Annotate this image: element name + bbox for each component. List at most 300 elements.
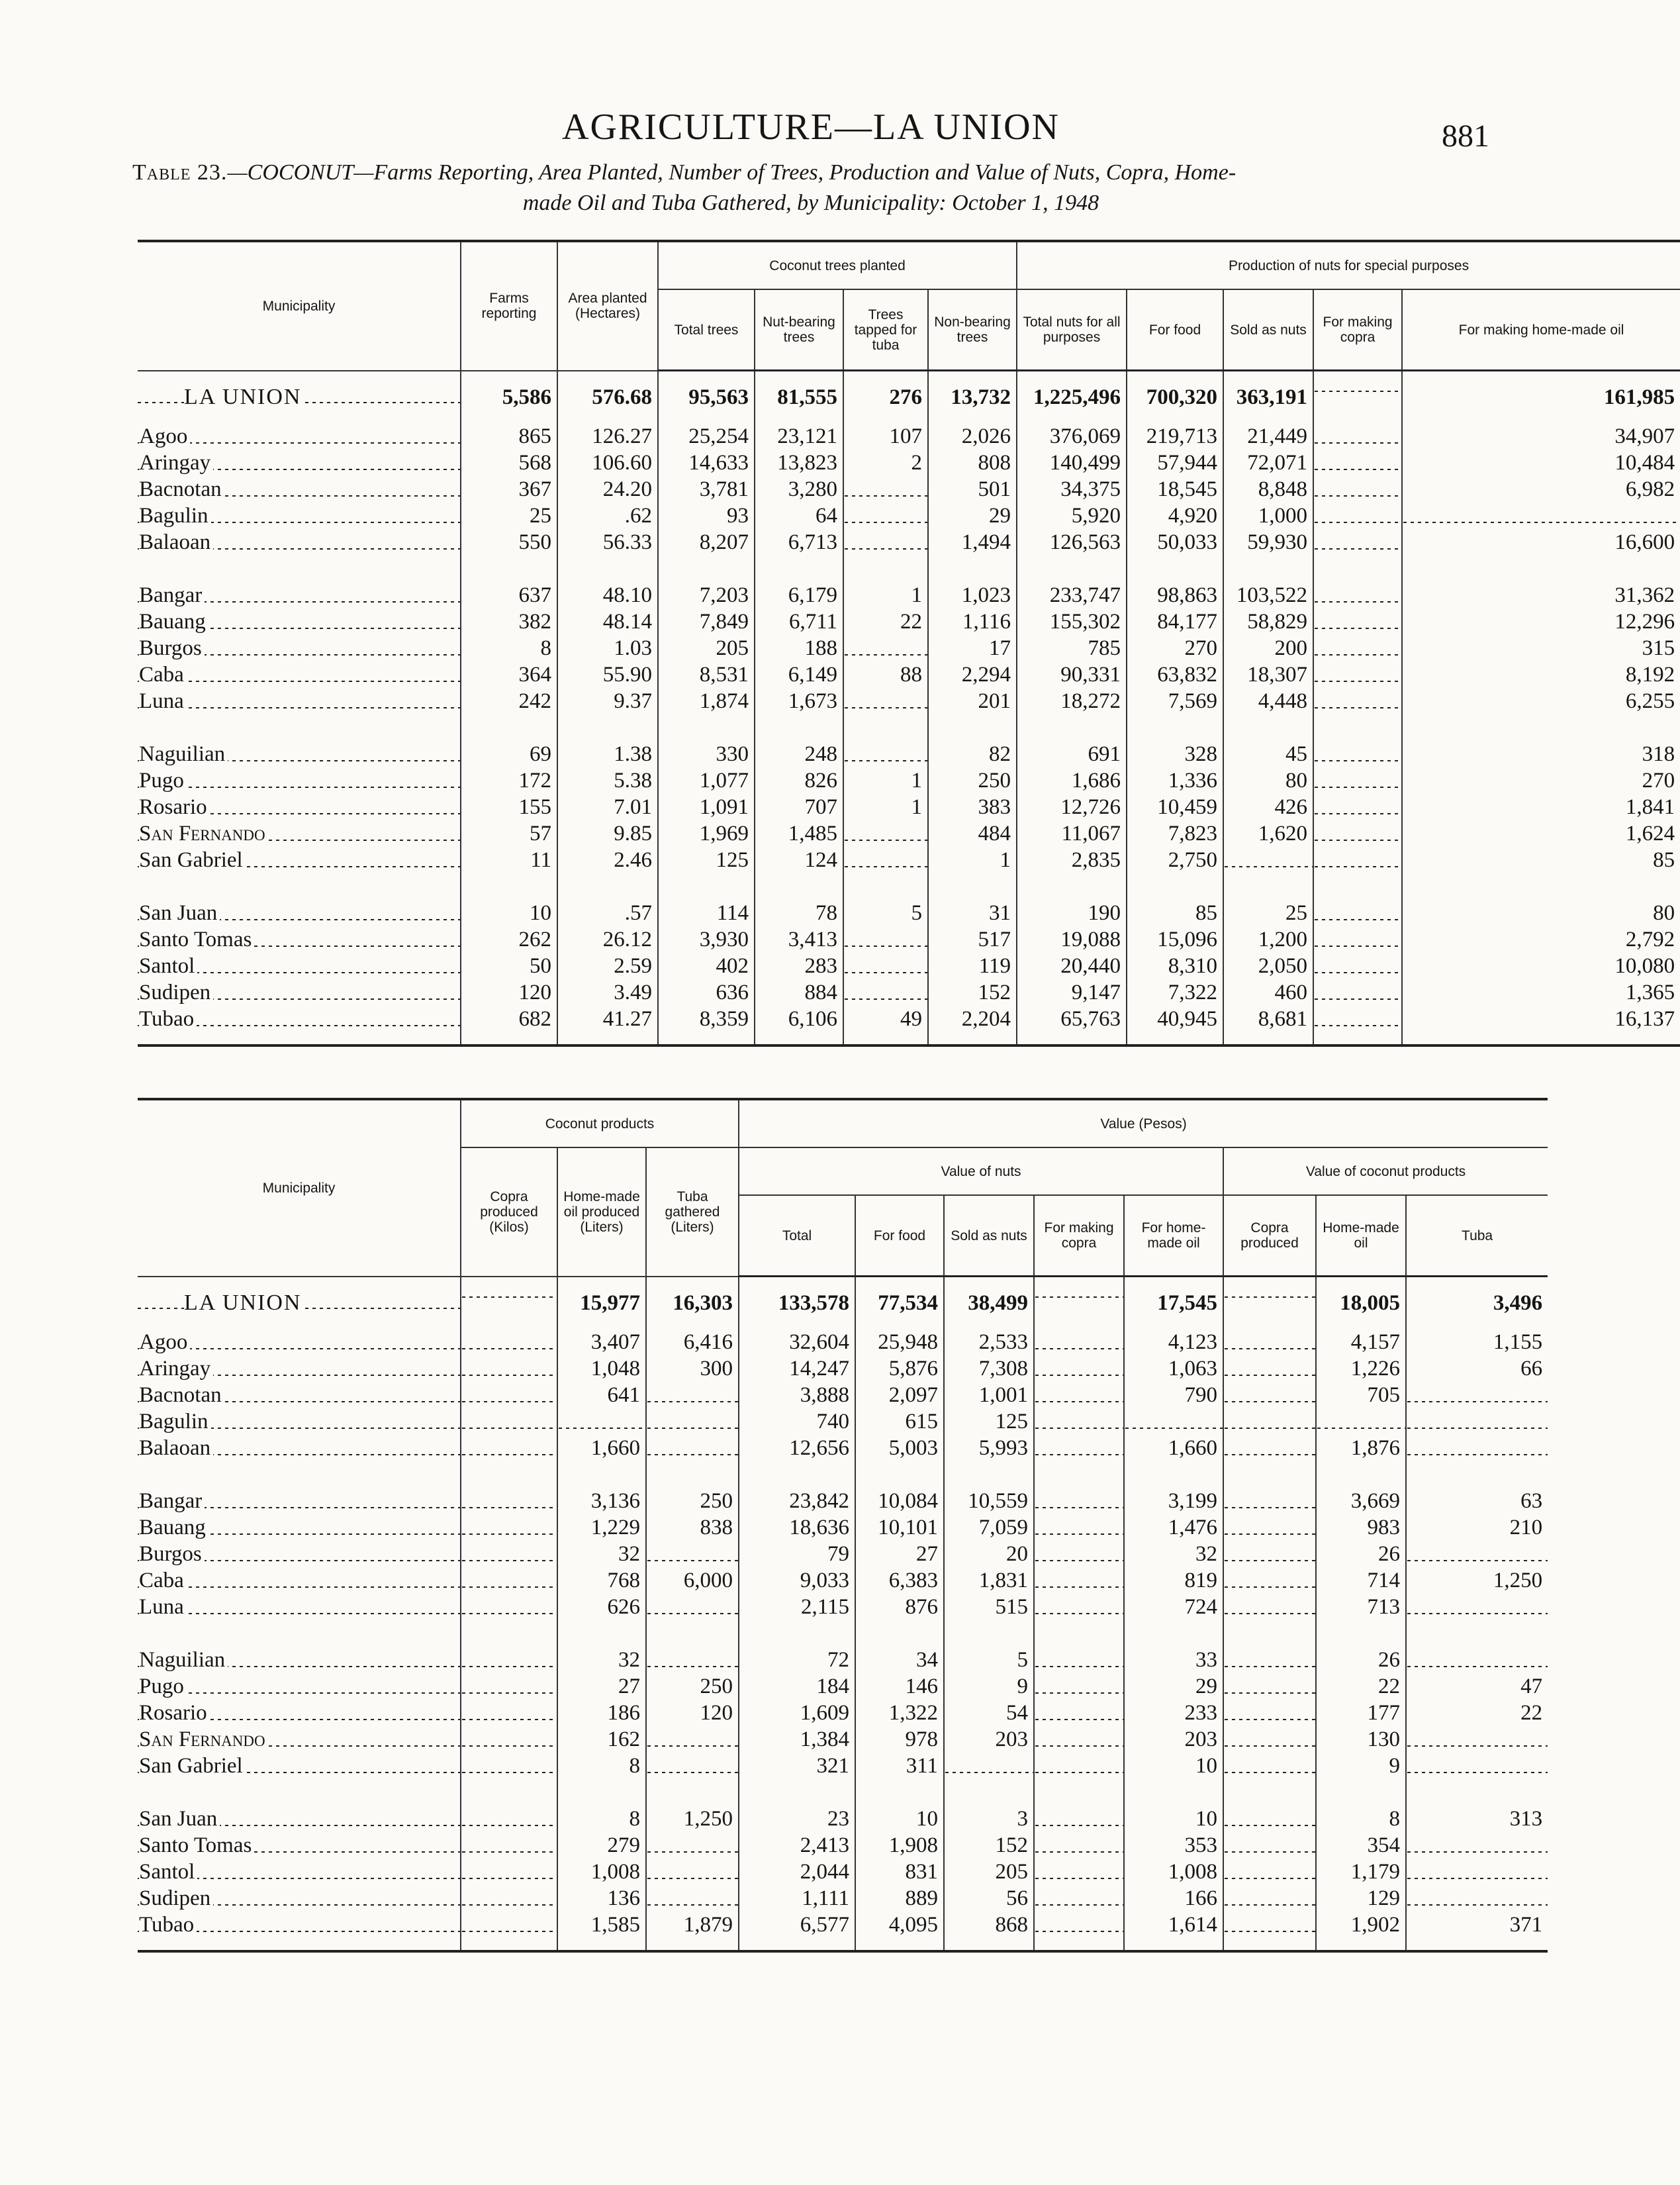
municipality-name [138,1277,461,1330]
cell-vp-tuba: 1,155 [1406,1329,1548,1355]
cell-tapped: 107 [843,423,928,450]
cell-vp-oil: 9 [1316,1753,1406,1779]
cell-for-oil: 85 [1402,847,1680,873]
col-for-food: For food [1127,289,1223,371]
cell-v-total: 6,577 [739,1912,855,1938]
cell-tuba [646,1382,739,1408]
cell-for-oil: 318 [1402,741,1680,767]
cell-v-copra [1034,1673,1124,1700]
cell-v-copra [1034,1885,1124,1912]
cell-v-food: 889 [855,1885,944,1912]
cell-sold: 45 [1223,741,1313,767]
spacer-cell [1034,1620,1124,1647]
cell-vp-tuba: 210 [1406,1514,1548,1541]
cell-v-oil: 1,063 [1124,1355,1223,1382]
cell-tapped [843,979,928,1006]
cell-vp-tuba [1406,1594,1548,1620]
cell-non-bearing: 2,204 [928,1006,1017,1032]
cell-area: 7.01 [557,794,658,820]
cell-copra [461,1885,557,1912]
cell-for-oil: 1,624 [1402,820,1680,847]
cell-v-oil: 10 [1124,1753,1223,1779]
cell-copra [461,1382,557,1408]
municipality-name [138,688,461,714]
cell-v-sold: 56 [944,1885,1034,1912]
municipality-label: Santol [139,1860,197,1884]
cell-v-oil: 790 [1124,1382,1223,1408]
spacer-cell [138,1032,461,1045]
cell-copra [461,1806,557,1832]
cell-for-copra [1313,1006,1402,1032]
cell-nut-bearing: 81,555 [755,371,843,424]
spacer-cell [1223,1779,1316,1806]
cell-oil: 1,660 [557,1435,646,1461]
spacer-cell [1402,714,1680,741]
cell-for-copra [1313,582,1402,608]
cell-tapped [843,926,928,953]
cell-vp-copra [1223,1488,1316,1514]
municipality-name [138,450,461,476]
cell-v-sold: 152 [944,1832,1034,1859]
cell-area: 56.33 [557,529,658,556]
cell-v-copra [1034,1382,1124,1408]
group-value-of-nuts: Value of nuts [739,1147,1223,1195]
cell-v-oil: 4,123 [1124,1329,1223,1355]
spacer-cell [138,873,461,900]
cell-tuba [646,1753,739,1779]
cell-vp-tuba: 313 [1406,1806,1548,1832]
spacer-cell [1402,556,1680,582]
cell-non-bearing: 119 [928,953,1017,979]
cell-total-trees: 7,849 [658,608,755,635]
cell-area: 9.85 [557,820,658,847]
cell-oil: 162 [557,1726,646,1753]
cell-v-copra [1034,1355,1124,1382]
cell-farms: 155 [461,794,557,820]
cell-nut-bearing: 6,106 [755,1006,843,1032]
table-row [138,741,1680,767]
cell-non-bearing: 2,294 [928,661,1017,688]
cell-v-food: 831 [855,1859,944,1885]
spacer-cell [1223,556,1313,582]
cell-for-food: 328 [1127,741,1223,767]
cell-v-oil: 10 [1124,1806,1223,1832]
cell-total-trees: 125 [658,847,755,873]
cell-non-bearing: 808 [928,450,1017,476]
cell-v-food: 77,534 [855,1277,944,1330]
cell-total-nuts: 65,763 [1017,1006,1127,1032]
cell-total-nuts: 11,067 [1017,820,1127,847]
cell-oil: 8 [557,1753,646,1779]
cell-v-copra [1034,1806,1124,1832]
spacer-cell [1406,1938,1548,1951]
table-row [138,1806,1548,1832]
group-spacer [138,556,1680,582]
cell-v-food: 10,084 [855,1488,944,1514]
cell-total-trees: 7,203 [658,582,755,608]
col-value-copra-produced: Copra produced [1223,1195,1316,1277]
municipality-label: Santo Tomas [139,1833,254,1857]
cell-v-food: 876 [855,1594,944,1620]
cell-for-copra [1313,529,1402,556]
cell-tuba [646,1726,739,1753]
table-row [138,1488,1548,1514]
cell-v-total: 1,609 [739,1700,855,1726]
cell-area: 9.37 [557,688,658,714]
cell-farms: 25 [461,503,557,529]
municipality-name [138,1355,461,1382]
page-number: 881 [1442,119,1489,154]
cell-v-oil [1124,1408,1223,1435]
municipality-label: San Fernando [139,1727,268,1751]
cell-sold: 363,191 [1223,371,1313,424]
municipality-name [138,1488,461,1514]
municipality-name [138,1806,461,1832]
cell-farms: 364 [461,661,557,688]
spacer-cell [944,1938,1034,1951]
col-tuba-gathered: Tuba gathered (Liters) [646,1147,739,1277]
cell-vp-oil: 3,669 [1316,1488,1406,1514]
col-trees-tapped-for-tuba: Trees tapped for tuba [843,289,928,371]
cell-total-trees: 402 [658,953,755,979]
spacer-cell [739,1938,855,1951]
cell-for-copra [1313,979,1402,1006]
municipality-name [138,767,461,794]
table-row [138,1726,1548,1753]
cell-sold: 4,448 [1223,688,1313,714]
cell-tuba [646,1594,739,1620]
cell-area: 26.12 [557,926,658,953]
spacer-cell [557,1032,658,1045]
cell-v-sold: 20 [944,1541,1034,1567]
cell-vp-copra [1223,1647,1316,1673]
cell-non-bearing: 383 [928,794,1017,820]
cell-v-total: 12,656 [739,1435,855,1461]
cell-non-bearing: 82 [928,741,1017,767]
cell-vp-tuba [1406,1647,1548,1673]
cell-tuba: 1,250 [646,1806,739,1832]
cell-total-nuts: 20,440 [1017,953,1127,979]
spacer-cell [1406,1461,1548,1488]
cell-vp-tuba: 47 [1406,1673,1548,1700]
cell-copra [461,1594,557,1620]
municipality-label: San Gabriel [139,1754,246,1778]
table-row [138,1408,1548,1435]
spacer-cell [658,556,755,582]
cell-non-bearing: 201 [928,688,1017,714]
cell-v-oil: 29 [1124,1673,1223,1700]
cell-sold: 80 [1223,767,1313,794]
table-row [138,1753,1548,1779]
cell-v-food: 5,876 [855,1355,944,1382]
spacer-cell [1223,873,1313,900]
cell-tuba [646,1832,739,1859]
cell-v-sold: 1,001 [944,1382,1034,1408]
municipality-label: Santol [139,954,197,978]
cell-total-nuts: 376,069 [1017,423,1127,450]
municipality-name [138,1647,461,1673]
cell-copra [461,1408,557,1435]
spacer-cell [944,1461,1034,1488]
cell-oil: 136 [557,1885,646,1912]
cell-total-nuts: 9,147 [1017,979,1127,1006]
cell-sold: 18,307 [1223,661,1313,688]
cell-for-copra [1313,688,1402,714]
cell-vp-copra [1223,1355,1316,1382]
cell-non-bearing: 13,732 [928,371,1017,424]
table-row [138,1700,1548,1726]
cell-sold: 2,050 [1223,953,1313,979]
cell-copra [461,1726,557,1753]
col-for-making-oil: For making home-made oil [1402,289,1680,371]
cell-sold: 426 [1223,794,1313,820]
cell-oil: 186 [557,1700,646,1726]
cell-v-sold: 5,993 [944,1435,1034,1461]
col-value-home-made-oil: Home-made oil [1316,1195,1406,1277]
spacer-cell [928,1032,1017,1045]
cell-sold: 8,681 [1223,1006,1313,1032]
col-value-for-copra: For making copra [1034,1195,1124,1277]
cell-v-total: 23 [739,1806,855,1832]
cell-for-food: 270 [1127,635,1223,661]
cell-v-oil: 17,545 [1124,1277,1223,1330]
cell-v-sold: 205 [944,1859,1034,1885]
cell-for-food: 1,336 [1127,767,1223,794]
cell-tuba [646,1541,739,1567]
cell-for-food: 57,944 [1127,450,1223,476]
cell-farms: 69 [461,741,557,767]
cell-tapped [843,529,928,556]
cell-vp-copra [1223,1753,1316,1779]
cell-tuba: 300 [646,1355,739,1382]
cell-non-bearing: 517 [928,926,1017,953]
cell-oil: 1,585 [557,1912,646,1938]
cell-total-nuts: 190 [1017,900,1127,926]
spacer-cell [1124,1461,1223,1488]
cell-vp-oil [1316,1408,1406,1435]
spacer-cell [1034,1779,1124,1806]
spacer-cell [755,556,843,582]
spacer-cell [855,1779,944,1806]
cell-oil: 626 [557,1594,646,1620]
spacer-cell [1313,1032,1402,1045]
spacer-cell [843,714,928,741]
cell-tapped: 1 [843,767,928,794]
cell-v-copra [1034,1488,1124,1514]
cell-v-total: 1,111 [739,1885,855,1912]
cell-oil: 8 [557,1806,646,1832]
spacer-cell [646,1938,739,1951]
cell-sold: 72,071 [1223,450,1313,476]
spacer-cell [658,873,755,900]
col-value-for-oil: For home-made oil [1124,1195,1223,1277]
spacer-cell [755,714,843,741]
cell-v-total: 2,044 [739,1859,855,1885]
cell-oil: 32 [557,1647,646,1673]
table-row [138,1514,1548,1541]
col-value-total: Total [739,1195,855,1277]
cell-non-bearing: 152 [928,979,1017,1006]
cell-farms: 550 [461,529,557,556]
cell-farms: 10 [461,900,557,926]
spacer-cell [739,1779,855,1806]
municipality-name [138,1912,461,1938]
cell-oil: 1,048 [557,1355,646,1382]
cell-tapped: 49 [843,1006,928,1032]
municipality-label: Burgos [139,1542,205,1566]
cell-for-oil: 1,841 [1402,794,1680,820]
cell-for-oil: 8,192 [1402,661,1680,688]
spacer-cell [1313,714,1402,741]
cell-v-copra [1034,1567,1124,1594]
spacer-cell [1017,714,1127,741]
cell-vp-copra [1223,1382,1316,1408]
cell-vp-oil: 1,876 [1316,1435,1406,1461]
municipality-label: Burgos [139,636,205,660]
cell-farms: 367 [461,476,557,503]
municipality-label: San Juan [139,901,220,925]
cell-v-food: 311 [855,1753,944,1779]
cell-for-food: 85 [1127,900,1223,926]
col-value-sold-as-nuts: Sold as nuts [944,1195,1034,1277]
cell-v-sold: 2,533 [944,1329,1034,1355]
cell-area: 106.60 [557,450,658,476]
municipality-name [138,979,461,1006]
cell-for-copra [1313,503,1402,529]
municipality-name [138,661,461,688]
cell-v-copra [1034,1859,1124,1885]
cell-total-nuts: 785 [1017,635,1127,661]
spacer-cell [739,1461,855,1488]
cell-v-oil: 166 [1124,1885,1223,1912]
cell-for-copra [1313,476,1402,503]
cell-v-oil: 233 [1124,1700,1223,1726]
cell-v-sold: 7,308 [944,1355,1034,1382]
cell-for-oil: 6,255 [1402,688,1680,714]
cell-vp-oil: 4,157 [1316,1329,1406,1355]
municipality-name [138,1885,461,1912]
group-value-pesos: Value (Pesos) [739,1099,1548,1147]
cell-v-sold: 9 [944,1673,1034,1700]
table-row [138,635,1680,661]
spacer-cell [1223,1461,1316,1488]
col-farms-reporting: Farms reporting [461,241,557,371]
spacer-cell [1124,1779,1223,1806]
spacer-cell [1017,556,1127,582]
municipality-label: Tubao [139,1913,197,1937]
cell-vp-oil: 22 [1316,1673,1406,1700]
cell-non-bearing: 29 [928,503,1017,529]
products-value-body [138,1277,1548,1952]
spacer-cell [646,1620,739,1647]
cell-for-copra [1313,608,1402,635]
spacer-cell [843,873,928,900]
cell-v-oil: 1,476 [1124,1514,1223,1541]
col-value-tuba: Tuba [1406,1195,1548,1277]
cell-tapped: 5 [843,900,928,926]
cell-farms: 568 [461,450,557,476]
spacer-cell [928,714,1017,741]
table-row [138,1382,1548,1408]
cell-for-copra [1313,741,1402,767]
cell-vp-copra [1223,1673,1316,1700]
cell-oil: 1,229 [557,1514,646,1541]
cell-v-food: 25,948 [855,1329,944,1355]
cell-vp-oil: 129 [1316,1885,1406,1912]
cell-for-oil: 161,985 [1402,371,1680,424]
cell-v-food: 5,003 [855,1435,944,1461]
municipality-label: Caba [139,663,187,687]
cell-v-total: 740 [739,1408,855,1435]
municipality-name [138,1859,461,1885]
municipality-name [138,1435,461,1461]
municipality-name [138,529,461,556]
cell-vp-copra [1223,1408,1316,1435]
cell-for-copra [1313,635,1402,661]
col-total-nuts: Total nuts for all purposes [1017,289,1127,371]
cell-total-nuts: 233,747 [1017,582,1127,608]
cell-for-food: 18,545 [1127,476,1223,503]
cell-tuba: 250 [646,1488,739,1514]
cell-v-total: 9,033 [739,1567,855,1594]
cell-vp-oil: 1,179 [1316,1859,1406,1885]
municipality-label: Sudipen [139,1886,213,1910]
cell-v-oil: 819 [1124,1567,1223,1594]
cell-v-food: 27 [855,1541,944,1567]
spacer-cell [646,1461,739,1488]
spacer-cell [855,1620,944,1647]
spacer-cell [1313,873,1402,900]
cell-for-oil: 315 [1402,635,1680,661]
cell-area: 2.59 [557,953,658,979]
spacer-cell [461,873,557,900]
cell-total-trees: 25,254 [658,423,755,450]
trees-production-table [138,240,1680,1047]
municipality-name [138,820,461,847]
cell-for-copra [1313,820,1402,847]
spacer-cell [1223,1938,1316,1951]
col-non-bearing-trees: Non-bearing trees [928,289,1017,371]
cell-for-food: 50,033 [1127,529,1223,556]
spacer-cell [461,1032,557,1045]
cell-total-nuts: 1,686 [1017,767,1127,794]
cell-non-bearing: 2,026 [928,423,1017,450]
cell-tapped: 276 [843,371,928,424]
spacer-cell [557,1620,646,1647]
cell-for-oil: 12,296 [1402,608,1680,635]
col-value-for-food: For food [855,1195,944,1277]
cell-total-nuts: 12,726 [1017,794,1127,820]
cell-nut-bearing: 6,713 [755,529,843,556]
table-row [138,1594,1548,1620]
cell-tapped [843,503,928,529]
cell-vp-oil: 8 [1316,1806,1406,1832]
cell-tapped [843,953,928,979]
cell-v-total: 14,247 [739,1355,855,1382]
municipality-label: San Fernando [139,822,268,846]
cell-v-copra [1034,1594,1124,1620]
cell-copra [461,1541,557,1567]
municipality-label: Luna [139,689,187,713]
cell-nut-bearing: 826 [755,767,843,794]
cell-non-bearing: 250 [928,767,1017,794]
municipality-label: Aringay [139,1357,213,1381]
cell-total-trees: 8,207 [658,529,755,556]
cell-nut-bearing: 23,121 [755,423,843,450]
cell-nut-bearing: 13,823 [755,450,843,476]
table-row [138,1885,1548,1912]
cell-for-copra [1313,847,1402,873]
